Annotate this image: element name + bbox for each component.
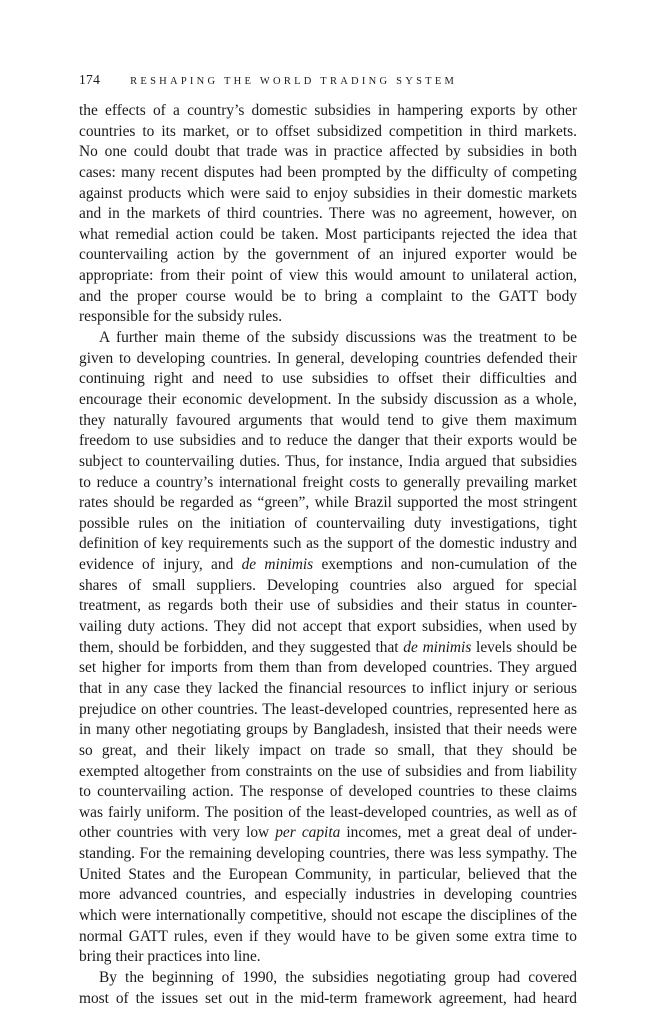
text-line: cases: many recent disputes had been prompted by the difficulty of competing <box>79 163 577 181</box>
running-title: RESHAPING THE WORLD TRADING SYSTEM <box>130 76 458 87</box>
text-line: which were internationally competitive, should not escape the disciplines of the <box>79 906 577 924</box>
text-line: and in the markets of third countries. There was no agreement, however, on <box>79 205 577 223</box>
text-line: standing. For the remaining developing countries, there was less sympathy. The <box>79 845 577 863</box>
text-run: other countries with very low <box>79 824 276 842</box>
text-line: against products which were said to enjoy subsidies in their domestic markets <box>79 184 577 202</box>
text-run: evidence of injury, and <box>79 556 242 574</box>
text-line: in many other negotiating groups by Bangladesh, insisted that their needs were <box>79 721 577 739</box>
text-line: United States and the European Community, in particular, believed that the <box>79 865 577 883</box>
text-line: that in any case they lacked the financial resources to inflict injury or serious <box>79 679 577 697</box>
text-line: responsible for the subsidy rules. <box>79 308 283 326</box>
text-line: they naturally favoured arguments that would tend to give them maximum <box>79 411 577 429</box>
text-line: to countervailing action. The response of developed countries to these claims <box>79 783 577 801</box>
text-line: normal GATT rules, even if they would have to be given some extra time to <box>79 927 577 945</box>
text-line <box>79 638 577 659</box>
text-run: incomes, met a great deal of under- <box>340 824 577 842</box>
text-line: continuing right and need to use subsidies to offset their difficulties and <box>79 370 577 388</box>
text-line: subject to countervailing duties. Thus, for instance, India argued that subsidies <box>79 452 577 470</box>
text-line: definition of key requirements such as the support of the domestic industry and <box>79 535 577 553</box>
text-line: possible rules on the initiation of countervailing duty investigations, tight <box>79 514 577 532</box>
text-line: A further main theme of the subsidy discussions was the treatment to be <box>99 329 577 347</box>
text-line: By the beginning of 1990, the subsidies negotiating group had covered <box>99 968 577 986</box>
page-header <box>79 70 579 90</box>
text-line: the effects of a country’s domestic subsidies in hampering exports by other <box>79 102 577 119</box>
italic-term: per capita <box>275 824 341 842</box>
text-line: rates should be regarded as “green”, while Brazil supported the most stringent <box>79 494 577 512</box>
text-line: encourage their economic development. In the subsidy discussion as a whole, <box>79 390 577 408</box>
text-line: exempted altogether from constraints on the use of subsidies and from liability <box>79 762 577 780</box>
body-text <box>79 101 577 1009</box>
text-line: vailing duty actions. They did not accept that export subsidies, when used by <box>79 618 577 636</box>
text-line: countervailing action by the government of an injured exporter would be <box>79 246 577 264</box>
text-line: countries to its market, or to offset subsidized competition in third markets. <box>79 122 577 140</box>
text-line <box>79 823 577 844</box>
text-line: what remedial action could be taken. Most participants rejected the idea that <box>79 225 577 243</box>
text-line: to reduce a country’s international freight costs to generally prevailing market <box>79 473 577 491</box>
italic-term: de minimis <box>403 638 472 656</box>
text-line: set higher for imports from them than from developed countries. They argued <box>79 659 577 677</box>
text-line: appropriate: from their point of view this would amount to unilateral action, <box>79 267 577 285</box>
text-line: more advanced countries, and especially industries in developing countries <box>79 886 577 904</box>
text-line: and the proper course would be to bring a complaint to the GATT body <box>79 287 577 305</box>
text-line: so great, and their likely impact on trade so small, that they should be <box>79 741 577 759</box>
text-line: given to developing countries. In general, developing countries defended their <box>79 349 577 367</box>
text-line: prejudice on other countries. The least-developed countries, represented here as <box>79 700 577 718</box>
page-number: 174 <box>79 72 101 87</box>
text-run: them, should be forbidden, and they suggested that <box>79 638 404 656</box>
text-run: exemptions and non-cumulation of the <box>313 556 578 574</box>
text-line: treatment, as regards both their use of subsidies and their status in counter- <box>79 597 577 615</box>
text-run: levels should be <box>471 638 578 656</box>
text-line: bring their practices into line. <box>79 948 261 966</box>
text-line: most of the issues set out in the mid-term framework agreement, had heard <box>79 989 577 1007</box>
text-line: was fairly uniform. The position of the least-developed countries, as well as of <box>79 803 577 821</box>
italic-term: de minimis <box>241 556 314 574</box>
text-line: freedom to use subsidies and to reduce the danger that their exports would be <box>79 432 577 450</box>
text-line: shares of small suppliers. Developing countries also argued for special <box>79 576 577 594</box>
text-line: No one could doubt that trade was in practice affected by subsidies in both <box>79 143 577 161</box>
text-line <box>79 555 577 576</box>
